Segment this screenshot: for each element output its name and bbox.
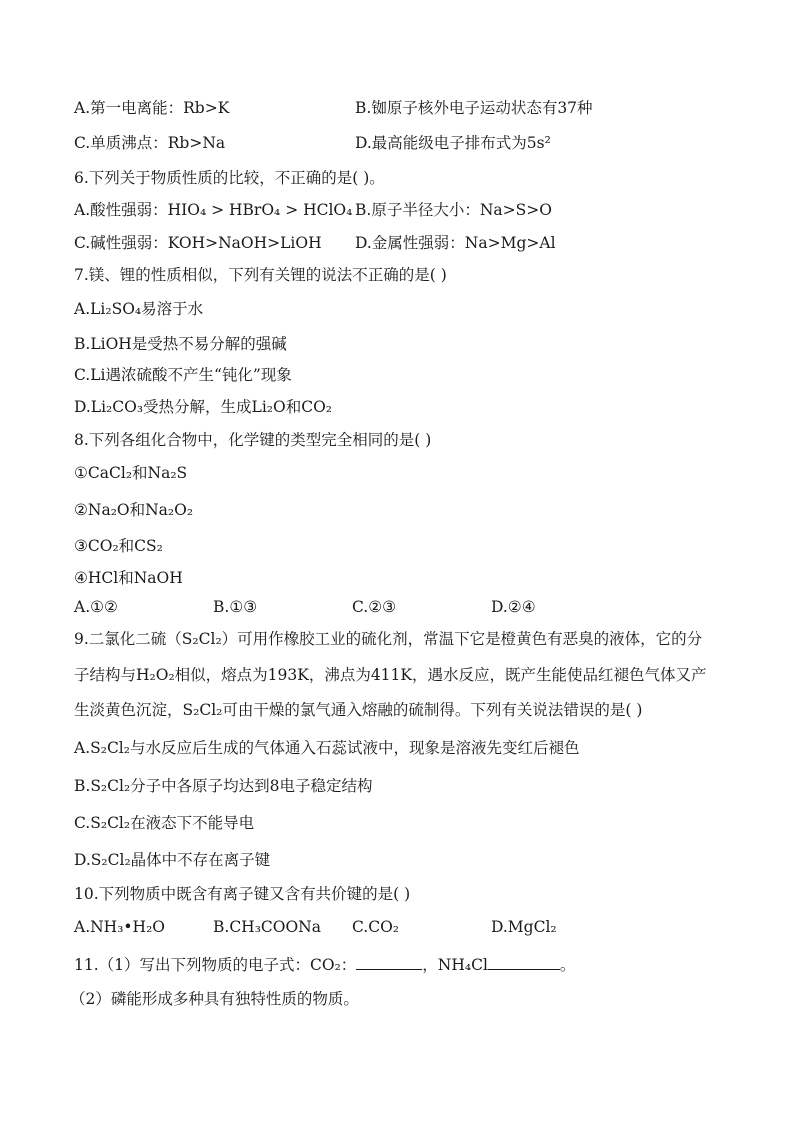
q8-item-1: ①CaCl₂和Na₂S: [74, 464, 188, 482]
q8-option-a: A.①②: [74, 598, 118, 616]
q11-part-1-end: 。: [559, 956, 576, 974]
q10-option-b: B.CH₃COONa: [213, 918, 321, 936]
q7-option-c: C.Li遇浓硫酸不产生“钝化”现象: [74, 366, 292, 384]
q9-stem-line-3: 生淡黄色沉淀，S₂Cl₂可由干燥的氯气通入熔融的硫制得。下列有关说法错误的是( ): [74, 701, 643, 719]
q8-option-d: D.②④: [491, 598, 536, 616]
q6-option-b: B.原子半径大小：Na>S>O: [355, 201, 552, 219]
q8-item-4: ④HCl和NaOH: [74, 569, 183, 587]
q11-part-1-prefix: 11.（1）写出下列物质的电子式：CO₂：: [74, 956, 357, 974]
q9-option-c: C.S₂Cl₂在液态下不能导电: [74, 814, 255, 832]
q5-option-d: D.最高能级电子排布式为5s²: [355, 134, 551, 152]
q9-option-a: A.S₂Cl₂与水反应后生成的气体通入石蕊试液中，现象是溶液先变红后褪色: [74, 739, 580, 757]
q5-option-a: A.第一电离能：Rb>K: [74, 99, 230, 117]
q8-item-3: ③CO₂和CS₂: [74, 537, 163, 555]
q7-stem: 7.镁、锂的性质相似，下列有关锂的说法不正确的是( ): [74, 266, 447, 284]
q6-stem: 6.下列关于物质性质的比较，不正确的是( )。: [74, 169, 385, 187]
q9-option-b: B.S₂Cl₂分子中各原子均达到8电子稳定结构: [74, 777, 373, 795]
q7-option-d: D.Li₂CO₃受热分解，生成Li₂O和CO₂: [74, 398, 332, 416]
q9-stem-line-2: 子结构与H₂O₂相似，熔点为193K，沸点为411K，遇水反应，既产生能使品红褪色气体又产: [74, 666, 707, 684]
q8-option-b: B.①③: [213, 598, 258, 616]
q9-stem-line-1: 9.二氯化二硫（S₂Cl₂）可用作橡胶工业的硫化剂，常温下它是橙黄色有恶臭的液体，它的分: [74, 630, 703, 648]
q10-option-d: D.MgCl₂: [491, 918, 557, 936]
q8-option-c: C.②③: [352, 598, 397, 616]
answer-blank-nh4cl[interactable]: [488, 953, 560, 970]
q10-option-c: C.CO₂: [352, 918, 400, 936]
q9-option-d: D.S₂Cl₂晶体中不存在离子键: [74, 851, 271, 869]
q7-option-b: B.LiOH是受热不易分解的强碱: [74, 335, 287, 353]
q8-stem: 8.下列各组化合物中，化学键的类型完全相同的是( ): [74, 431, 432, 449]
q8-item-2: ②Na₂O和Na₂O₂: [74, 501, 194, 519]
q11-part-1: [74, 953, 575, 976]
q10-option-a: A.NH₃•H₂O: [74, 918, 165, 936]
q10-stem: 10.下列物质中既含有离子键又含有共价键的是( ): [74, 885, 411, 903]
q5-option-b: B.铷原子核外电子运动状态有37种: [355, 99, 593, 117]
q7-option-a: A.Li₂SO₄易溶于水: [74, 300, 204, 318]
q11-part-1-mid: ，NH₄Cl: [422, 956, 488, 974]
answer-blank-co2[interactable]: [356, 953, 422, 970]
q5-option-c: C.单质沸点：Rb>Na: [74, 134, 226, 152]
q6-option-a: A.酸性强弱：HIO₄ > HBrO₄ > HClO₄: [74, 201, 353, 219]
q6-option-d: D.金属性强弱：Na>Mg>Al: [355, 234, 556, 252]
q11-part-2: （2）磷能形成多种具有独特性质的物质。: [70, 990, 359, 1008]
q6-option-c: C.碱性强弱：KOH>NaOH>LiOH: [74, 234, 322, 252]
